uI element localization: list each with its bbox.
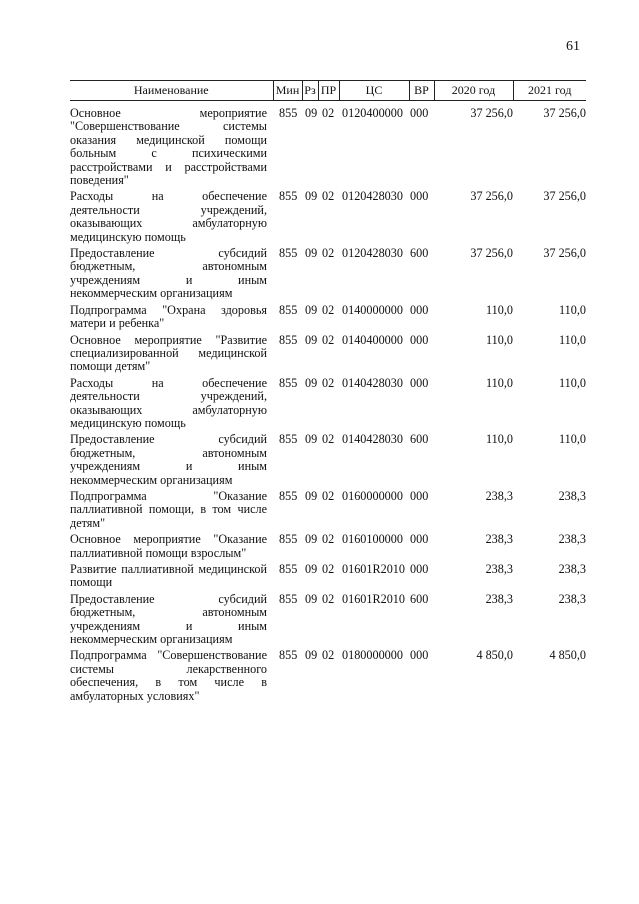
row-rz: 09 — [305, 648, 318, 663]
row-amount-2021: 37 256,0 — [543, 246, 586, 261]
row-cs: 0160100000 — [342, 532, 403, 547]
row-amount-2020: 37 256,0 — [470, 246, 513, 261]
header-cs: ЦС — [339, 81, 409, 101]
header-2021: 2021 год — [513, 81, 586, 101]
row-name: Основное мероприятие "Развитие специализированной медицинской помощи детям" — [70, 332, 267, 374]
row-name: Предоставление субсидий бюджетным, автономным учреждениям и иным некоммерческим организациям — [70, 591, 267, 647]
row-name: Подпрограмма "Совершенствование системы лекарственного обеспечения, в том числе в амбулаторных условиях" — [70, 648, 267, 703]
row-amount-2021: 110,0 — [559, 302, 586, 317]
row-cs: 01601R2010 — [342, 591, 405, 606]
table-row — [70, 430, 586, 487]
row-amount-2021: 110,0 — [559, 432, 586, 447]
row-name: Подпрограмма "Оказание паллиативной помощи, в том числе детям" — [70, 488, 267, 530]
row-amount-2021: 238,3 — [558, 532, 586, 547]
table-row — [70, 101, 586, 188]
row-amount-2020: 110,0 — [486, 302, 513, 317]
row-pr: 02 — [322, 189, 335, 204]
row-min: 855 — [279, 562, 298, 576]
header-2020: 2020 год — [434, 81, 513, 101]
row-rz: 09 — [305, 332, 318, 347]
row-cs: 0160000000 — [342, 488, 403, 503]
row-min: 855 — [279, 532, 298, 547]
row-amount-2020: 37 256,0 — [470, 106, 513, 120]
row-min: 855 — [279, 189, 298, 204]
row-pr: 02 — [322, 106, 335, 120]
row-amount-2021: 238,3 — [558, 591, 586, 606]
row-rz: 09 — [305, 189, 318, 204]
row-amount-2021: 4 850,0 — [549, 648, 586, 663]
row-name: Основное мероприятие "Оказание паллиативной помощи взрослым" — [70, 532, 267, 560]
row-amount-2020: 238,3 — [485, 488, 513, 503]
row-vr: 000 — [410, 332, 429, 347]
header-vr: ВР — [409, 81, 434, 101]
row-rz: 09 — [305, 562, 318, 576]
row-pr: 02 — [322, 591, 335, 606]
row-amount-2021: 238,3 — [558, 488, 586, 503]
row-rz: 09 — [305, 246, 318, 261]
table-row — [70, 487, 586, 530]
row-name: Расходы на обеспечение деятельности учреждений, оказывающих амбулаторную медицинскую помощь — [70, 375, 267, 430]
row-min: 855 — [279, 648, 298, 663]
row-amount-2020: 110,0 — [486, 375, 513, 390]
row-pr: 02 — [322, 246, 335, 261]
budget-table — [70, 80, 586, 703]
row-pr: 02 — [322, 648, 335, 663]
row-amount-2020: 110,0 — [486, 432, 513, 447]
row-pr: 02 — [322, 332, 335, 347]
row-amount-2020: 238,3 — [485, 591, 513, 606]
row-min: 855 — [279, 246, 298, 261]
table-row — [70, 374, 586, 431]
header-row — [70, 81, 586, 101]
row-amount-2021: 110,0 — [559, 332, 586, 347]
row-vr: 000 — [410, 375, 429, 390]
row-vr: 000 — [410, 106, 429, 120]
table-row — [70, 530, 586, 560]
row-cs: 01601R2010 — [342, 562, 405, 576]
row-name: Развитие паллиативной медицинской помощи — [70, 562, 267, 590]
row-amount-2020: 4 850,0 — [476, 648, 513, 663]
row-vr: 000 — [410, 302, 429, 317]
table-row — [70, 187, 586, 244]
table-row — [70, 560, 586, 590]
row-name: Предоставление субсидий бюджетным, автономным учреждениям и иным некоммерческим организациям — [70, 246, 267, 301]
table-row — [70, 301, 586, 331]
header-rz: Рз — [302, 81, 318, 101]
row-cs: 0140428030 — [342, 432, 403, 447]
row-amount-2021: 238,3 — [558, 562, 586, 576]
row-pr: 02 — [322, 432, 335, 447]
row-cs: 0120400000 — [342, 106, 403, 120]
row-vr: 600 — [410, 246, 429, 261]
row-pr: 02 — [322, 302, 335, 317]
table-row — [70, 244, 586, 301]
row-rz: 09 — [305, 532, 318, 547]
row-cs: 0140400000 — [342, 332, 403, 347]
table-row — [70, 590, 586, 647]
row-cs: 0180000000 — [342, 648, 403, 663]
row-min: 855 — [279, 302, 298, 317]
row-vr: 000 — [410, 488, 429, 503]
row-rz: 09 — [305, 302, 318, 317]
row-name: Предоставление субсидий бюджетным, автономным учреждениям и иным некоммерческим организациям — [70, 432, 267, 487]
header-pr: ПР — [318, 81, 339, 101]
row-rz: 09 — [305, 488, 318, 503]
row-min: 855 — [279, 332, 298, 347]
row-amount-2021: 110,0 — [559, 375, 586, 390]
row-rz: 09 — [305, 375, 318, 390]
row-amount-2021: 37 256,0 — [543, 106, 586, 120]
row-amount-2021: 37 256,0 — [543, 189, 586, 204]
header-name: Наименование — [70, 81, 273, 101]
row-amount-2020: 110,0 — [486, 332, 513, 347]
row-cs: 0120428030 — [342, 189, 403, 204]
row-cs: 0140000000 — [342, 302, 403, 317]
row-pr: 02 — [322, 375, 335, 390]
row-vr: 600 — [410, 432, 429, 447]
row-min: 855 — [279, 432, 298, 447]
row-pr: 02 — [322, 532, 335, 547]
table-row — [70, 331, 586, 374]
header-min: Мин — [273, 81, 302, 101]
row-name: Подпрограмма "Охрана здоровья матери и ребенка" — [70, 302, 267, 331]
row-amount-2020: 37 256,0 — [470, 189, 513, 204]
row-vr: 000 — [410, 189, 429, 204]
row-cs: 0140428030 — [342, 375, 403, 390]
row-cs: 0120428030 — [342, 246, 403, 261]
row-pr: 02 — [322, 488, 335, 503]
row-vr: 000 — [410, 562, 429, 576]
row-min: 855 — [279, 591, 298, 606]
row-vr: 000 — [410, 648, 429, 663]
table-row — [70, 646, 586, 703]
row-amount-2020: 238,3 — [485, 532, 513, 547]
row-pr: 02 — [322, 562, 335, 576]
row-name: Расходы на обеспечение деятельности учреждений, оказывающих амбулаторную медицинскую помощь — [70, 189, 267, 244]
row-rz: 09 — [305, 432, 318, 447]
row-name: Основное мероприятие "Совершенствование системы оказания медицинской помощи больным с психическими расстройствами и расстройствами поведения" — [70, 106, 267, 188]
row-rz: 09 — [305, 591, 318, 606]
row-amount-2020: 238,3 — [485, 562, 513, 576]
row-vr: 000 — [410, 532, 429, 547]
row-min: 855 — [279, 375, 298, 390]
row-min: 855 — [279, 106, 298, 120]
row-vr: 600 — [410, 591, 429, 606]
row-rz: 09 — [305, 106, 318, 120]
page-number: 61 — [566, 39, 580, 54]
row-min: 855 — [279, 488, 298, 503]
